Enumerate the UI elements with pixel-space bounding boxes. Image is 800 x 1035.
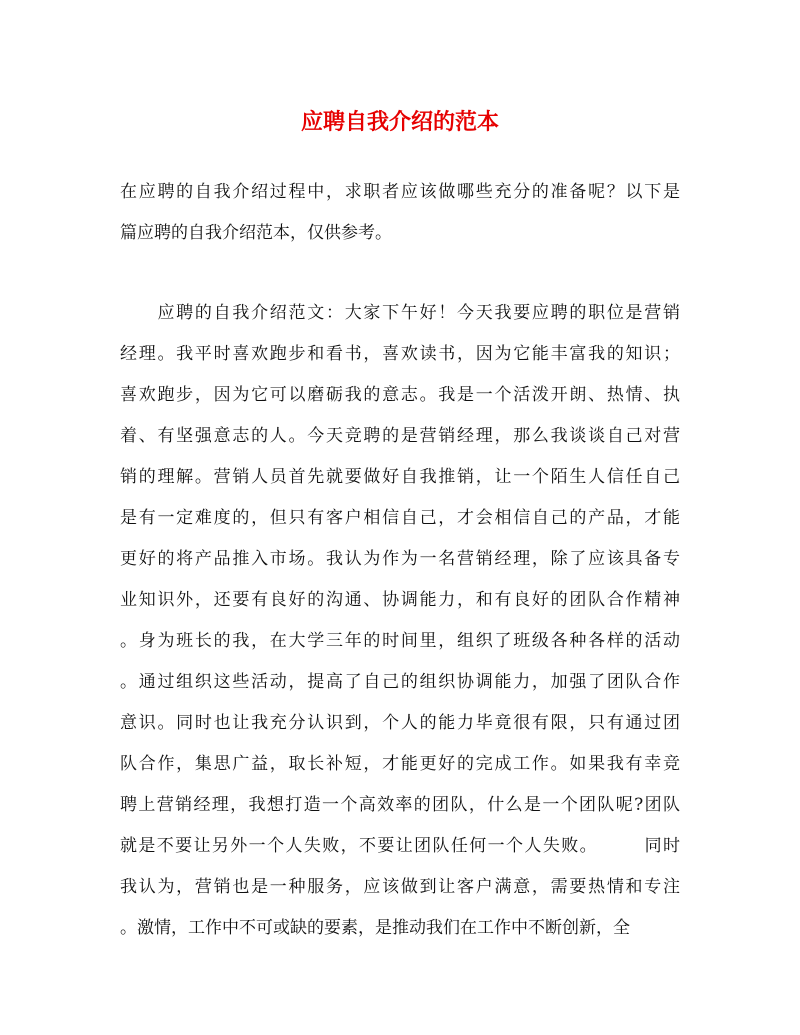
body-line: 着、有坚强意志的人。今天竞聘的是营销经理，那么我谈谈自己对营 bbox=[120, 426, 680, 446]
document-title: 应聘自我介绍的范本 bbox=[300, 109, 499, 135]
intro-paragraph bbox=[120, 172, 680, 254]
body-line: 喜欢跑步，因为它可以磨砺我的意志。我是一个活泼开朗、热情、执 bbox=[120, 385, 680, 405]
body-line: 聘上营销经理，我想打造一个高效率的团队，什么是一个团队呢?团队 bbox=[120, 795, 680, 815]
body-line: 业知识外，还要有良好的沟通、协调能力，和有良好的团队合作精神 bbox=[120, 590, 680, 610]
intro-line: 在应聘的自我介绍过程中，求职者应该做哪些充分的准备呢？以下是 bbox=[120, 182, 680, 202]
body-line: 我认为，营销也是一种服务，应该做到让客户满意，需要热情和专注 bbox=[120, 877, 680, 897]
body-line: 。激情，工作中不可或缺的要素，是推动我们在工作中不断创新，全 bbox=[120, 918, 630, 938]
body-line: 经理。我平时喜欢跑步和看书，喜欢读书，因为它能丰富我的知识； bbox=[120, 344, 680, 364]
body-line: 销的理解。营销人员首先就要做好自我推销，让一个陌生人信任自己 bbox=[120, 467, 680, 487]
body-line: 意识。同时也让我充分认识到，个人的能力毕竟很有限，只有通过团 bbox=[120, 713, 680, 733]
intro-line: 篇应聘的自我介绍范本，仅供参考。 bbox=[120, 223, 392, 243]
body-paragraph bbox=[120, 293, 680, 949]
body-line: 就是不要让另外一个人失败，不要让团队任何一个人失败。 同时 bbox=[120, 836, 680, 856]
body-line: 。身为班长的我，在大学三年的时间里，组织了班级各种各样的活动 bbox=[120, 631, 680, 651]
body-line: 应聘的自我介绍范文：大家下午好！今天我要应聘的职位是营销 bbox=[120, 303, 680, 323]
body-line: 是有一定难度的，但只有客户相信自己，才会相信自己的产品，才能 bbox=[120, 508, 680, 528]
body-line: 。通过组织这些活动，提高了自己的组织协调能力，加强了团队合作 bbox=[120, 672, 680, 692]
body-line: 更好的将产品推入市场。我认为作为一名营销经理，除了应该具备专 bbox=[120, 549, 680, 569]
body-line: 队合作，集思广益，取长补短，才能更好的完成工作。如果我有幸竞 bbox=[120, 754, 680, 774]
